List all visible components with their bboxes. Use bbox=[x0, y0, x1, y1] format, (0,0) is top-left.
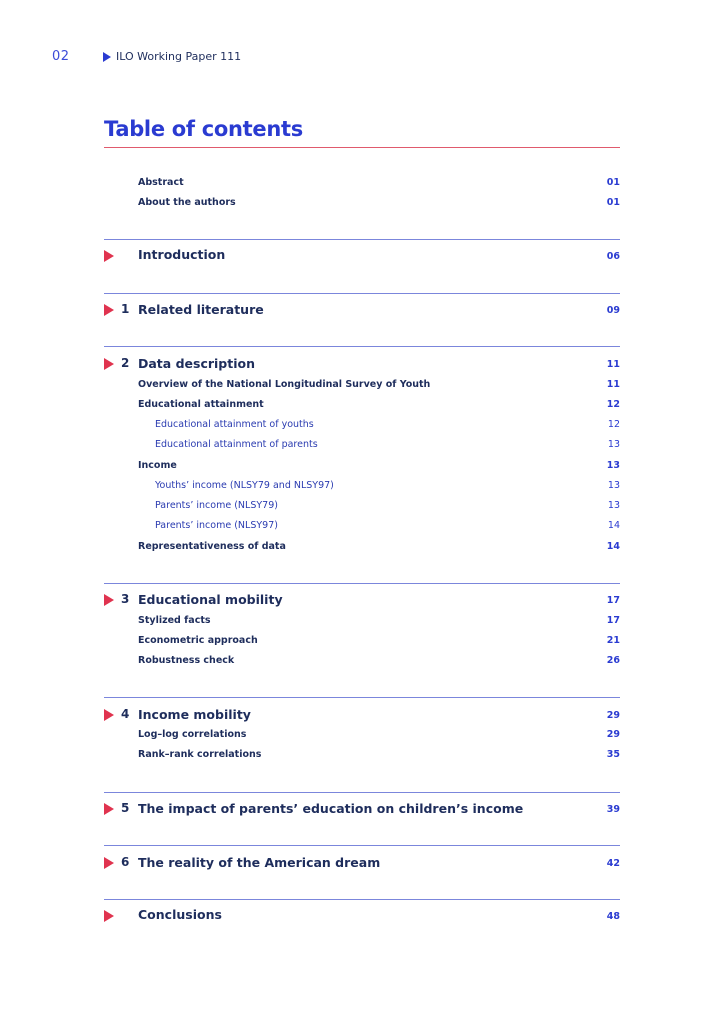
toc-page[interactable]: 12 bbox=[606, 399, 620, 410]
section-divider bbox=[104, 792, 620, 793]
chapter-page-american-dream[interactable]: 42 bbox=[606, 858, 620, 869]
chapter-number: 1 bbox=[121, 302, 130, 316]
page-number: 02 bbox=[52, 49, 70, 64]
toc-page[interactable]: 13 bbox=[607, 500, 620, 511]
chapter-title-educational-mobility[interactable]: Educational mobility bbox=[138, 592, 283, 607]
chapter-arrow-icon bbox=[104, 250, 114, 262]
chapter-title-introduction[interactable]: Introduction bbox=[138, 247, 226, 262]
toc-page[interactable]: 12 bbox=[607, 419, 620, 430]
toc-page[interactable]: 35 bbox=[606, 749, 620, 760]
toc-page[interactable]: 21 bbox=[606, 635, 620, 646]
toc-subentry[interactable]: Parents’ income (NLSY97) bbox=[155, 520, 278, 531]
section-divider bbox=[104, 899, 620, 900]
toc-page-abstract[interactable]: 01 bbox=[606, 177, 620, 188]
chapter-title-data-description[interactable]: Data description bbox=[138, 356, 255, 371]
section-divider bbox=[104, 583, 620, 584]
chapter-number: 2 bbox=[121, 356, 130, 370]
toc-page[interactable]: 13 bbox=[606, 460, 620, 471]
chapter-page-data-description[interactable]: 11 bbox=[606, 359, 620, 370]
toc-subentry[interactable]: Educational attainment of parents bbox=[155, 439, 318, 450]
toc-entry[interactable]: Representativeness of data bbox=[138, 541, 286, 552]
toc-page[interactable]: 26 bbox=[606, 655, 620, 666]
chapter-title-american-dream[interactable]: The reality of the American dream bbox=[138, 855, 381, 870]
paper-title: ILO Working Paper 111 bbox=[116, 50, 242, 63]
chapter-title-income-mobility[interactable]: Income mobility bbox=[138, 707, 251, 722]
section-divider bbox=[104, 346, 620, 347]
toc-entry-about-authors[interactable]: About the authors bbox=[138, 197, 236, 208]
section-divider bbox=[104, 239, 620, 240]
chapter-page-income-mobility[interactable]: 29 bbox=[606, 710, 620, 721]
chapter-title-conclusions[interactable]: Conclusions bbox=[138, 907, 222, 922]
chapter-arrow-icon bbox=[104, 857, 114, 869]
chapter-number: 5 bbox=[121, 801, 130, 815]
section-divider bbox=[104, 845, 620, 846]
section-divider bbox=[104, 293, 620, 294]
chapter-title-impact-parents-education[interactable]: The impact of parents’ education on children’s income bbox=[138, 801, 524, 816]
toc-subentry[interactable]: Educational attainment of youths bbox=[155, 419, 314, 430]
chapter-arrow-icon bbox=[104, 358, 114, 370]
toc-page[interactable]: 13 bbox=[607, 439, 620, 450]
toc-entry[interactable]: Robustness check bbox=[138, 655, 235, 666]
toc-page[interactable]: 14 bbox=[606, 541, 620, 552]
toc-page[interactable]: 13 bbox=[607, 480, 620, 491]
chapter-arrow-icon bbox=[104, 803, 114, 815]
toc-entry[interactable]: Econometric approach bbox=[138, 635, 258, 646]
chapter-arrow-icon bbox=[104, 304, 114, 316]
toc-entry[interactable]: Stylized facts bbox=[138, 615, 211, 626]
chapter-page-conclusions[interactable]: 48 bbox=[606, 911, 620, 922]
section-divider bbox=[104, 697, 620, 698]
toc-entry[interactable]: Log–log correlations bbox=[138, 729, 247, 740]
chapter-page-impact-parents-education[interactable]: 39 bbox=[606, 804, 620, 815]
toc-entry[interactable]: Rank–rank correlations bbox=[138, 749, 262, 760]
chapter-number: 4 bbox=[121, 707, 130, 721]
toc-entry[interactable]: Educational attainment bbox=[138, 399, 264, 410]
title-divider bbox=[104, 147, 620, 148]
toc-page[interactable]: 29 bbox=[606, 729, 620, 740]
toc-page-about-authors[interactable]: 01 bbox=[606, 197, 620, 208]
chapter-arrow-icon bbox=[104, 594, 114, 606]
toc-entry-abstract[interactable]: Abstract bbox=[138, 177, 184, 188]
toc-entry[interactable]: Overview of the National Longitudinal Survey of Youth bbox=[138, 379, 431, 390]
toc-subentry[interactable]: Parents’ income (NLSY79) bbox=[155, 500, 278, 511]
chapter-arrow-icon bbox=[104, 709, 114, 721]
toc-title: Table of contents bbox=[104, 117, 303, 141]
chapter-page-introduction[interactable]: 06 bbox=[606, 251, 620, 262]
chapter-page-related-literature[interactable]: 09 bbox=[606, 305, 620, 316]
toc-page[interactable]: 11 bbox=[606, 379, 620, 390]
toc-page[interactable]: 17 bbox=[606, 615, 620, 626]
header-arrow-icon bbox=[103, 52, 111, 62]
chapter-page-educational-mobility[interactable]: 17 bbox=[606, 595, 620, 606]
chapter-title-related-literature[interactable]: Related literature bbox=[138, 302, 264, 317]
toc-page[interactable]: 14 bbox=[607, 520, 620, 531]
chapter-number: 3 bbox=[121, 592, 130, 606]
chapter-number: 6 bbox=[121, 855, 130, 869]
toc-entry[interactable]: Income bbox=[138, 460, 177, 471]
toc-subentry[interactable]: Youths’ income (NLSY79 and NLSY97) bbox=[155, 480, 334, 491]
chapter-arrow-icon bbox=[104, 910, 114, 922]
